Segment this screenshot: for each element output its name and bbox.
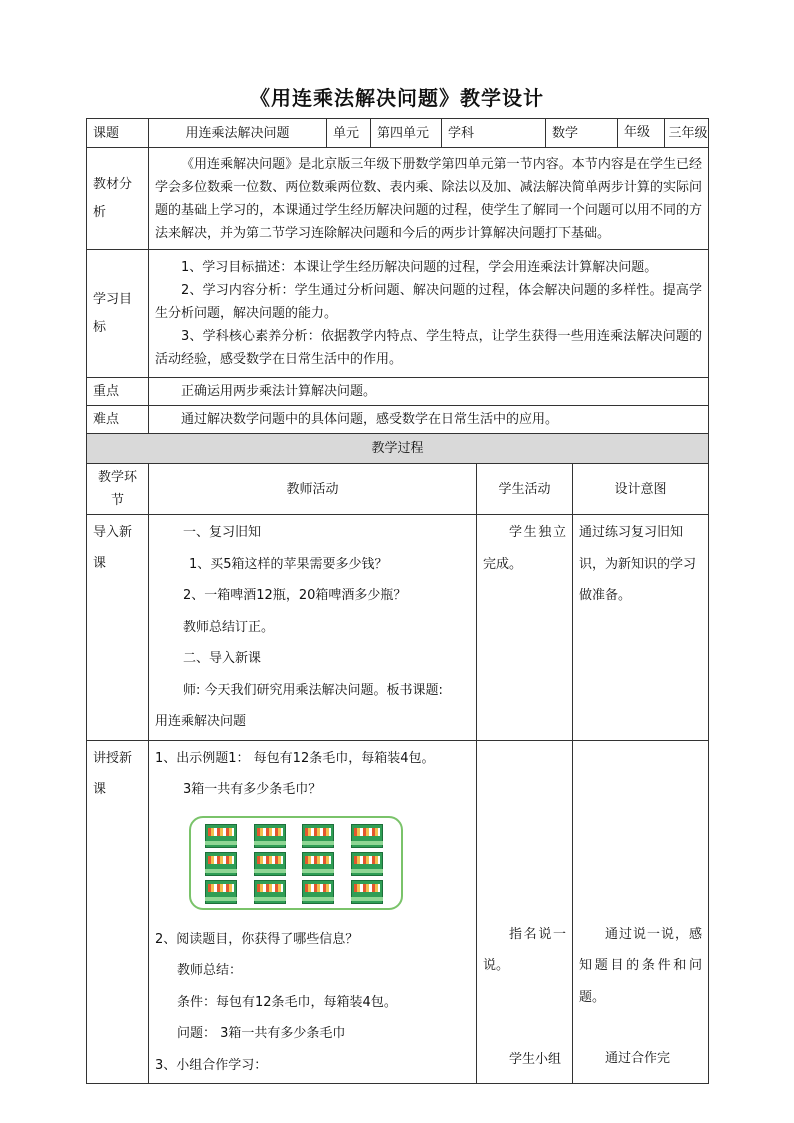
lesson-plan-table xyxy=(86,118,709,1084)
goals-label: 学习目标 xyxy=(87,250,149,378)
subject-label: 学科 xyxy=(442,119,546,148)
grade-cell xyxy=(618,119,709,148)
towel-pack-icon xyxy=(254,880,286,904)
difficulty-text: 通过解决数学问题中的具体问题，感受数学在日常生活中的应用。 xyxy=(181,412,559,427)
lecture-line: 3箱一共有多少条毛巾？ xyxy=(183,782,322,797)
towel-pack-icon xyxy=(205,880,237,904)
towel-pack-icon xyxy=(302,852,334,876)
goal-item: 2、学习内容分析：学生通过分析问题、解决问题的过程，体会解决问题的多样性。提高学生分析问题，解决问题的能力。 xyxy=(155,283,703,321)
col-intent: 设计意图 xyxy=(573,464,709,515)
lecture-student-cell xyxy=(477,740,573,1084)
topic-label: 课题 xyxy=(87,119,149,148)
analysis-cell xyxy=(149,148,709,250)
key-point-cell xyxy=(149,378,709,406)
towel-pack-icon xyxy=(351,880,383,904)
intro-teacher-cell xyxy=(149,515,477,741)
intro-line: 教师总结订正。 xyxy=(183,619,275,635)
topic-value: 用连乘法解决问题 xyxy=(149,119,327,148)
lecture-line: 问题： 3箱一共有多少条毛巾 xyxy=(177,1026,346,1041)
analysis-label: 教材分析 xyxy=(87,148,149,250)
towel-pack-icon xyxy=(254,852,286,876)
lecture-line: 3、小组合作学习： xyxy=(155,1057,268,1073)
col-stage: 教学环节 xyxy=(87,464,149,515)
lecture-stage: 讲授新课 xyxy=(87,740,149,1084)
towel-pack-icon xyxy=(302,824,334,848)
lecture-intent-cell xyxy=(573,740,709,1084)
intro-student-cell xyxy=(477,515,573,741)
lecture-line: 条件：每包有12条毛巾，每箱装4包。 xyxy=(177,994,397,1010)
intro-line: 二、导入新课 xyxy=(183,651,262,666)
towel-pack-icon xyxy=(351,824,383,848)
lecture-line: 教师总结： xyxy=(177,963,243,978)
key-point-text: 正确运用两步乘法计算解决问题。 xyxy=(181,384,377,399)
lecture-line: 1、出示例题1： 每包有12条毛巾，每箱装4包。 xyxy=(155,750,435,766)
subject-value: 数学 xyxy=(546,119,618,148)
towel-pack-icon xyxy=(302,880,334,904)
intro-stage: 导入新课 xyxy=(87,515,149,741)
goal-item: 3、学科核心素养分析：依据教学内特点、学生特点，让学生获得一些用连乘法解决问题的活动经验，感受数学在日常生活中的作用。 xyxy=(155,329,703,367)
intro-line: 2、一箱啤酒12瓶，20箱啤酒多少瓶？ xyxy=(183,588,407,603)
grade-value: 三年级 xyxy=(668,125,708,141)
unit-label: 单元 xyxy=(327,119,371,148)
grade-label: 年级 xyxy=(618,119,665,147)
difficulty-cell xyxy=(149,406,709,434)
lecture-student-1: 指名说一说。 xyxy=(483,926,567,973)
intro-intent-cell xyxy=(573,515,709,741)
page-title: 《用连乘法解决问题》教学设计 xyxy=(250,86,544,110)
towel-pack-icon xyxy=(205,852,237,876)
towel-illustration xyxy=(189,816,403,910)
analysis-text: 《用连乘解决问题》是北京版三年级下册数学第四单元第一节内容。本节内容是在学生已经学会多位数乘一位数、两位数乘两位数、表内乘、除法以及加、减法解决简单两步计算的实际问题的基础上学习的，本课通过学生经历解决问题的过程，使学生了解同一个问题可以用不同的方法来解决，并为第二节学习连除解决问题和今后的两步计算解决问题打下基础。 xyxy=(155,156,703,241)
difficulty-label: 难点 xyxy=(87,406,149,434)
lecture-intent-2: 通过合作完 xyxy=(605,1051,671,1066)
intro-line: 师: 今天我们研究用乘法解决问题。板书课题: xyxy=(183,682,443,698)
process-header: 教学过程 xyxy=(87,434,709,464)
intro-intent: 通过练习复习旧知识，为新知识的学习做准备。 xyxy=(579,525,697,603)
towel-pack-icon xyxy=(254,824,286,848)
key-point-label: 重点 xyxy=(87,378,149,406)
intro-line: 一、复习旧知 xyxy=(183,525,262,540)
towel-pack-icon xyxy=(205,824,237,848)
lecture-student-2: 学生小组 xyxy=(509,1051,562,1067)
lecture-line: 2、阅读题目，你获得了哪些信息？ xyxy=(155,931,359,947)
goal-item: 1、学习目标描述：本课让学生经历解决问题的过程，学会用连乘法计算解决问题。 xyxy=(181,260,658,275)
unit-value: 第四单元 xyxy=(371,119,442,148)
col-teacher: 教师活动 xyxy=(149,464,477,515)
goals-cell xyxy=(149,250,709,378)
towel-pack-icon xyxy=(351,852,383,876)
intro-line: 1、买5箱这样的苹果需要多少钱？ xyxy=(189,556,388,572)
col-student: 学生活动 xyxy=(477,464,573,515)
intro-student: 学生独立完成。 xyxy=(483,525,567,572)
lecture-intent-1: 通过说一说，感知题目的条件和问题。 xyxy=(579,926,703,1005)
lecture-teacher-cell xyxy=(149,740,477,1084)
intro-line: 用连乘解决问题 xyxy=(155,714,247,729)
